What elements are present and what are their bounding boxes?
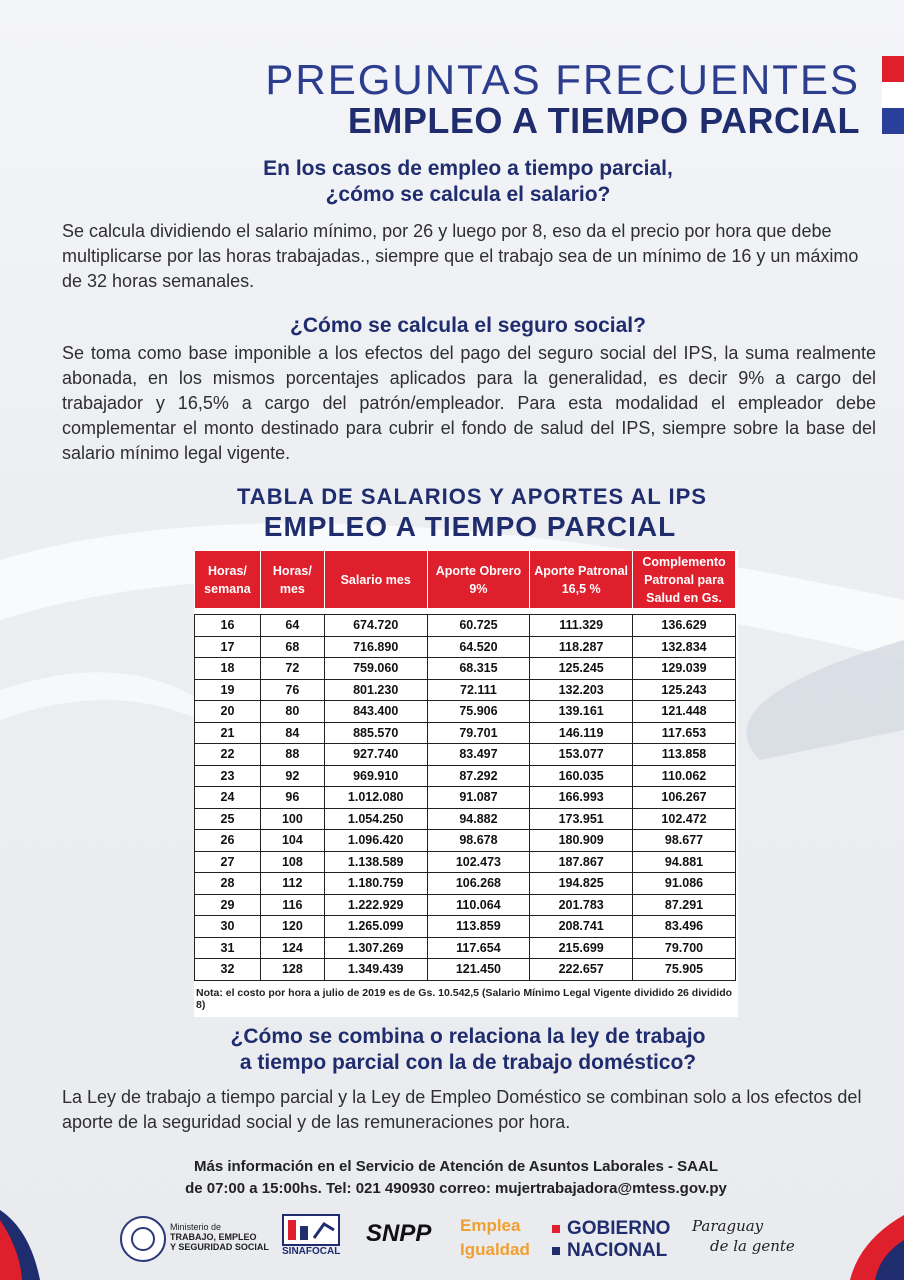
- cell-hours-month: 80: [260, 701, 324, 723]
- cell-salary: 801.230: [324, 679, 427, 701]
- cell-health-complement: 83.496: [633, 916, 736, 938]
- sinafocal-logo: [282, 1214, 348, 1270]
- paraguay-line2: de la gente: [710, 1237, 795, 1255]
- emplea-line1: Emplea: [460, 1216, 521, 1235]
- cell-health-complement: 117.653: [633, 722, 736, 744]
- cell-employer-contribution: 180.909: [530, 830, 633, 852]
- cell-worker-contribution: 113.859: [427, 916, 530, 938]
- header-hours-month: Horas/ mes: [260, 551, 324, 609]
- header-employer-contribution: Aporte Patronal 16,5 %: [530, 551, 633, 609]
- cell-health-complement: 113.858: [633, 744, 736, 766]
- header-health-complement: Complemento Patronal para Salud en Gs.: [633, 551, 736, 609]
- cell-employer-contribution: 146.119: [530, 722, 633, 744]
- gobierno-line2: NACIONAL: [567, 1240, 668, 1261]
- cell-hours-month: 88: [260, 744, 324, 766]
- cell-salary: 1.349.439: [324, 959, 427, 981]
- table-row: [195, 744, 736, 766]
- cell-hours-week: 27: [195, 851, 261, 873]
- question-domestic-work: [60, 1024, 876, 1076]
- table-row: [195, 830, 736, 852]
- cell-employer-contribution: 187.867: [530, 851, 633, 873]
- cell-salary: 1.307.269: [324, 937, 427, 959]
- cell-health-complement: 102.472: [633, 808, 736, 830]
- table-row: [195, 808, 736, 830]
- cell-hours-week: 23: [195, 765, 261, 787]
- cell-salary: 1.096.420: [324, 830, 427, 852]
- question-domestic-line1: ¿Cómo se combina o relaciona la ley de trabajo: [230, 1025, 706, 1048]
- cell-hours-week: 32: [195, 959, 261, 981]
- cell-worker-contribution: 72.111: [427, 679, 530, 701]
- blue-square-icon: [552, 1247, 560, 1255]
- snpp-logo: SNPP: [366, 1220, 432, 1247]
- cell-salary: 1.054.250: [324, 808, 427, 830]
- cell-salary: 674.720: [324, 615, 427, 637]
- mtess-line2: Y SEGURIDAD SOCIAL: [170, 1242, 269, 1252]
- cell-health-complement: 132.834: [633, 636, 736, 658]
- question-salary-line2: ¿cómo se calcula el salario?: [325, 183, 611, 206]
- salary-table-container: [194, 550, 738, 1017]
- cell-health-complement: 121.448: [633, 701, 736, 723]
- cell-worker-contribution: 87.292: [427, 765, 530, 787]
- cell-worker-contribution: 102.473: [427, 851, 530, 873]
- cell-worker-contribution: 94.882: [427, 808, 530, 830]
- cell-hours-month: 72: [260, 658, 324, 680]
- cell-employer-contribution: 173.951: [530, 808, 633, 830]
- cell-worker-contribution: 106.268: [427, 873, 530, 895]
- cell-hours-week: 21: [195, 722, 261, 744]
- cell-employer-contribution: 166.993: [530, 787, 633, 809]
- cell-employer-contribution: 139.161: [530, 701, 633, 723]
- paraguay-line1: Paraguay: [692, 1217, 764, 1235]
- cell-hours-week: 30: [195, 916, 261, 938]
- cell-employer-contribution: 118.287: [530, 636, 633, 658]
- cell-hours-month: 128: [260, 959, 324, 981]
- cell-health-complement: 110.062: [633, 765, 736, 787]
- cell-hours-month: 92: [260, 765, 324, 787]
- cell-employer-contribution: 153.077: [530, 744, 633, 766]
- cell-worker-contribution: 79.701: [427, 722, 530, 744]
- header-worker-contribution: Aporte Obrero 9%: [427, 551, 530, 609]
- cell-hours-month: 120: [260, 916, 324, 938]
- cell-employer-contribution: 194.825: [530, 873, 633, 895]
- cell-hours-week: 24: [195, 787, 261, 809]
- emplea-line2: Igualdad: [460, 1240, 530, 1259]
- cell-hours-week: 17: [195, 636, 261, 658]
- mtess-small-label: Ministerio de: [170, 1222, 222, 1232]
- table-title: TABLA DE SALARIOS Y APORTES AL IPS: [237, 484, 707, 509]
- table-row: [195, 894, 736, 916]
- cell-employer-contribution: 201.783: [530, 894, 633, 916]
- answer-social-security: Se toma como base imponible a los efectos del pago del seguro social del IPS, la suma realmente abonada, en los mismos porcentajes aplicados para la generalidad, es decir 9% a cargo del trabajador y 16,5% a cargo del patrón/empleador. Para esta modalidad el empleador debe complementar el monto destinado para cubrir el fondo de salud del IPS, siempre sobre la base del salario mínimo legal vigente.: [62, 343, 876, 463]
- cell-employer-contribution: 222.657: [530, 959, 633, 981]
- cell-hours-week: 16: [195, 615, 261, 637]
- cell-health-complement: 129.039: [633, 658, 736, 680]
- cell-hours-week: 18: [195, 658, 261, 680]
- table-row: [195, 701, 736, 723]
- cell-worker-contribution: 110.064: [427, 894, 530, 916]
- cell-hours-month: 96: [260, 787, 324, 809]
- table-row: [195, 679, 736, 701]
- table-note: Nota: el costo por hora a julio de 2019 es de Gs. 10.542,5 (Salario Mínimo Legal Vigente dividido 26 dividido 8): [196, 986, 733, 1011]
- cell-hours-month: 116: [260, 894, 324, 916]
- footer-info: Más información en el Servicio de Atención de Asuntos Laborales - SAAL: [194, 1158, 718, 1175]
- table-row: [195, 851, 736, 873]
- cell-hours-week: 20: [195, 701, 261, 723]
- emplea-igualdad-logo: [460, 1214, 530, 1270]
- sinafocal-label: SINAFOCAL: [282, 1246, 341, 1257]
- cell-salary: 969.910: [324, 765, 427, 787]
- cell-worker-contribution: 117.654: [427, 937, 530, 959]
- sinafocal-icon: [282, 1214, 340, 1246]
- salary-table: [194, 550, 736, 981]
- cell-salary: 1.012.080: [324, 787, 427, 809]
- cell-hours-month: 76: [260, 679, 324, 701]
- logo-strip: [120, 1212, 800, 1268]
- paraguay-de-la-gente-logo: [692, 1216, 795, 1272]
- cell-salary: 759.060: [324, 658, 427, 680]
- cell-hours-month: 64: [260, 615, 324, 637]
- table-row: [195, 722, 736, 744]
- cell-hours-week: 28: [195, 873, 261, 895]
- cell-hours-week: 29: [195, 894, 261, 916]
- mtess-line1: TRABAJO, EMPLEO: [170, 1232, 257, 1242]
- question-social-security: ¿Cómo se calcula el seguro social?: [290, 314, 646, 337]
- cell-salary: 1.180.759: [324, 873, 427, 895]
- cell-health-complement: 75.905: [633, 959, 736, 981]
- red-square-icon: [552, 1225, 560, 1233]
- cell-health-complement: 125.243: [633, 679, 736, 701]
- answer-domestic-work: La Ley de trabajo a tiempo parcial y la Ley de Empleo Doméstico se combinan solo a los efectos del aporte de la seguridad social y de las remuneraciones por hora.: [62, 1087, 862, 1132]
- cell-health-complement: 106.267: [633, 787, 736, 809]
- cell-worker-contribution: 60.725: [427, 615, 530, 637]
- cell-hours-month: 104: [260, 830, 324, 852]
- cell-worker-contribution: 91.087: [427, 787, 530, 809]
- cell-hours-month: 108: [260, 851, 324, 873]
- cell-health-complement: 98.677: [633, 830, 736, 852]
- cell-worker-contribution: 83.497: [427, 744, 530, 766]
- cell-employer-contribution: 111.329: [530, 615, 633, 637]
- page-header: [265, 58, 860, 140]
- cell-employer-contribution: 215.699: [530, 937, 633, 959]
- cell-employer-contribution: 132.203: [530, 679, 633, 701]
- table-row: [195, 787, 736, 809]
- table-row: [195, 873, 736, 895]
- answer-salary: Se calcula dividiendo el salario mínimo, por 26 y luego por 8, eso da el precio por hora que debe multiplicarse por las horas trabajadas., siempre que el trabajo sea de un mínimo de 16 y un máximo de 32 horas semanales.: [62, 221, 859, 291]
- cell-hours-week: 26: [195, 830, 261, 852]
- header-title-line1: PREGUNTAS FRECUENTES: [265, 56, 860, 103]
- gobierno-line1: GOBIERNO: [567, 1218, 671, 1239]
- cell-hours-week: 31: [195, 937, 261, 959]
- cell-salary: 1.265.099: [324, 916, 427, 938]
- table-row: [195, 765, 736, 787]
- table-body: [195, 609, 736, 981]
- cell-health-complement: 136.629: [633, 615, 736, 637]
- gobierno-nacional-logo: [552, 1218, 670, 1274]
- cell-hours-month: 112: [260, 873, 324, 895]
- table-row: [195, 916, 736, 938]
- cell-salary: 1.138.589: [324, 851, 427, 873]
- cell-hours-week: 22: [195, 744, 261, 766]
- cell-hours-month: 124: [260, 937, 324, 959]
- cell-salary: 927.740: [324, 744, 427, 766]
- cell-salary: 1.222.929: [324, 894, 427, 916]
- question-domestic-line2: a tiempo parcial con la de trabajo doméstico?: [239, 1051, 697, 1074]
- cell-health-complement: 94.881: [633, 851, 736, 873]
- cell-worker-contribution: 98.678: [427, 830, 530, 852]
- question-salary: [60, 156, 876, 208]
- cell-worker-contribution: 68.315: [427, 658, 530, 680]
- cell-hours-month: 84: [260, 722, 324, 744]
- table-subtitle: EMPLEO A TIEMPO PARCIAL: [263, 511, 677, 542]
- header-salary: Salario mes: [324, 551, 427, 609]
- footer-contact: de 07:00 a 15:00hs. Tel: 021 490930 correo: mujertrabajadora@mtess.gov.py: [185, 1180, 727, 1197]
- cell-health-complement: 91.086: [633, 873, 736, 895]
- table-row: [195, 636, 736, 658]
- table-row: [195, 615, 736, 637]
- cell-salary: 716.890: [324, 636, 427, 658]
- cell-employer-contribution: 208.741: [530, 916, 633, 938]
- table-row: [195, 937, 736, 959]
- mtess-seal-icon: [120, 1216, 166, 1262]
- cell-hours-month: 100: [260, 808, 324, 830]
- question-salary-line1: En los casos de empleo a tiempo parcial,: [263, 157, 673, 180]
- header-hours-week: Horas/ semana: [195, 551, 261, 609]
- cell-employer-contribution: 125.245: [530, 658, 633, 680]
- cell-worker-contribution: 121.450: [427, 959, 530, 981]
- table-row: [195, 959, 736, 981]
- cell-salary: 885.570: [324, 722, 427, 744]
- cell-worker-contribution: 64.520: [427, 636, 530, 658]
- cell-hours-month: 68: [260, 636, 324, 658]
- cell-hours-week: 25: [195, 808, 261, 830]
- table-row: [195, 658, 736, 680]
- cell-health-complement: 87.291: [633, 894, 736, 916]
- cell-employer-contribution: 160.035: [530, 765, 633, 787]
- cell-salary: 843.400: [324, 701, 427, 723]
- cell-hours-week: 19: [195, 679, 261, 701]
- cell-worker-contribution: 75.906: [427, 701, 530, 723]
- header-title-line2: EMPLEO A TIEMPO PARCIAL: [347, 100, 860, 141]
- mtess-logo: [170, 1222, 269, 1278]
- paraguay-flag-icon: [882, 56, 904, 134]
- cell-health-complement: 79.700: [633, 937, 736, 959]
- table-header-row: [195, 551, 736, 609]
